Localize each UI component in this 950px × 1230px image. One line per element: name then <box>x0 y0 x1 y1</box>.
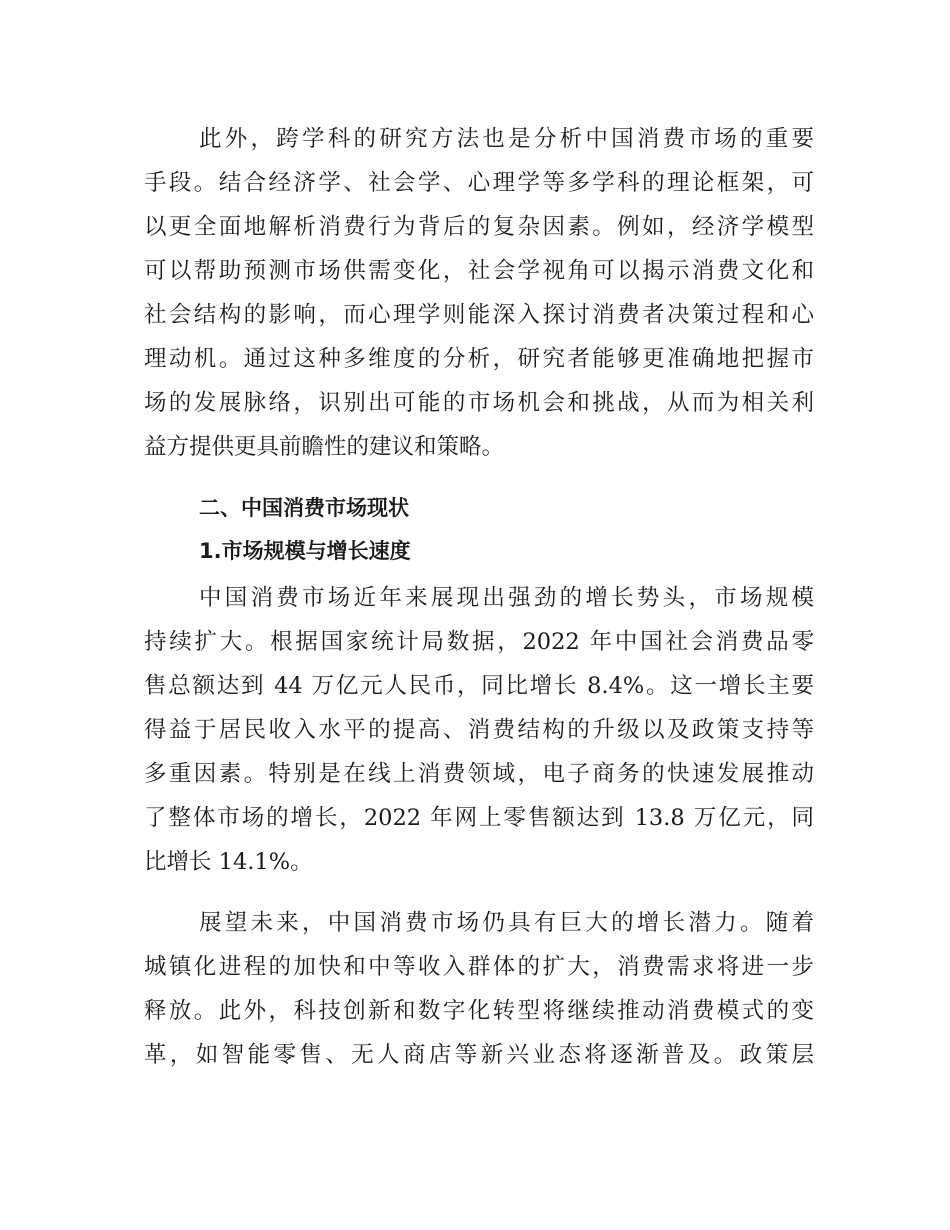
paragraph-3-line-4: 革，如智能零售、无人商店等新兴业态将逐渐普及。政策层 <box>144 1042 814 1068</box>
paragraph-3-line-2: 城镇化进程的加快和中等收入群体的扩大，消费需求将进一步 <box>144 954 814 980</box>
paragraph-2-line-7: 比增长 14.1%。 <box>144 849 313 875</box>
paragraph-2-line-5: 多重因素。特别是在线上消费领域，电子商务的快速发展推动 <box>144 761 814 787</box>
paragraph-1-line-2: 手段。结合经济学、社会学、心理学等多学科的理论框架，可 <box>144 170 814 196</box>
paragraph-2-line-3: 售总额达到 44 万亿元人民币，同比增长 8.4%。这一增长主要 <box>144 673 814 699</box>
paragraph-2-line-6: 了整体市场的增长，2022 年网上零售额达到 13.8 万亿元，同 <box>144 805 814 831</box>
paragraph-1-line-8: 益方提供更具前瞻性的建议和策略。 <box>144 434 505 460</box>
paragraph-2-line-2: 持续扩大。根据国家统计局数据，2022 年中国社会消费品零 <box>144 629 814 655</box>
paragraph-1-line-4: 可以帮助预测市场供需变化，社会学视角可以揭示消费文化和 <box>144 258 814 284</box>
paragraph-1-line-5: 社会结构的影响，而心理学则能深入探讨消费者决策过程和心 <box>144 302 814 328</box>
paragraph-1-line-6: 理动机。通过这种多维度的分析，研究者能够更准确地把握市 <box>144 346 814 372</box>
section-heading: 二、中国消费市场现状 <box>199 496 409 520</box>
paragraph-3-line-3: 释放。此外，科技创新和数字化转型将继续推动消费模式的变 <box>144 998 814 1024</box>
paragraph-1-line-7: 场的发展脉络，识别出可能的市场机会和挑战，从而为相关利 <box>144 390 814 416</box>
paragraph-1-line-1: 此外，跨学科的研究方法也是分析中国消费市场的重要 <box>199 126 814 152</box>
paragraph-1-line-3: 以更全面地解析消费行为背后的复杂因素。例如，经济学模型 <box>144 214 814 240</box>
paragraph-3-line-1: 展望未来，中国消费市场仍具有巨大的增长潜力。随着 <box>199 910 814 936</box>
paragraph-2-line-1: 中国消费市场近年来展现出强劲的增长势头，市场规模 <box>199 585 814 611</box>
subsection-heading: 1.市场规模与增长速度 <box>199 539 411 563</box>
paragraph-2-line-4: 得益于居民收入水平的提高、消费结构的升级以及政策支持等 <box>144 717 814 743</box>
